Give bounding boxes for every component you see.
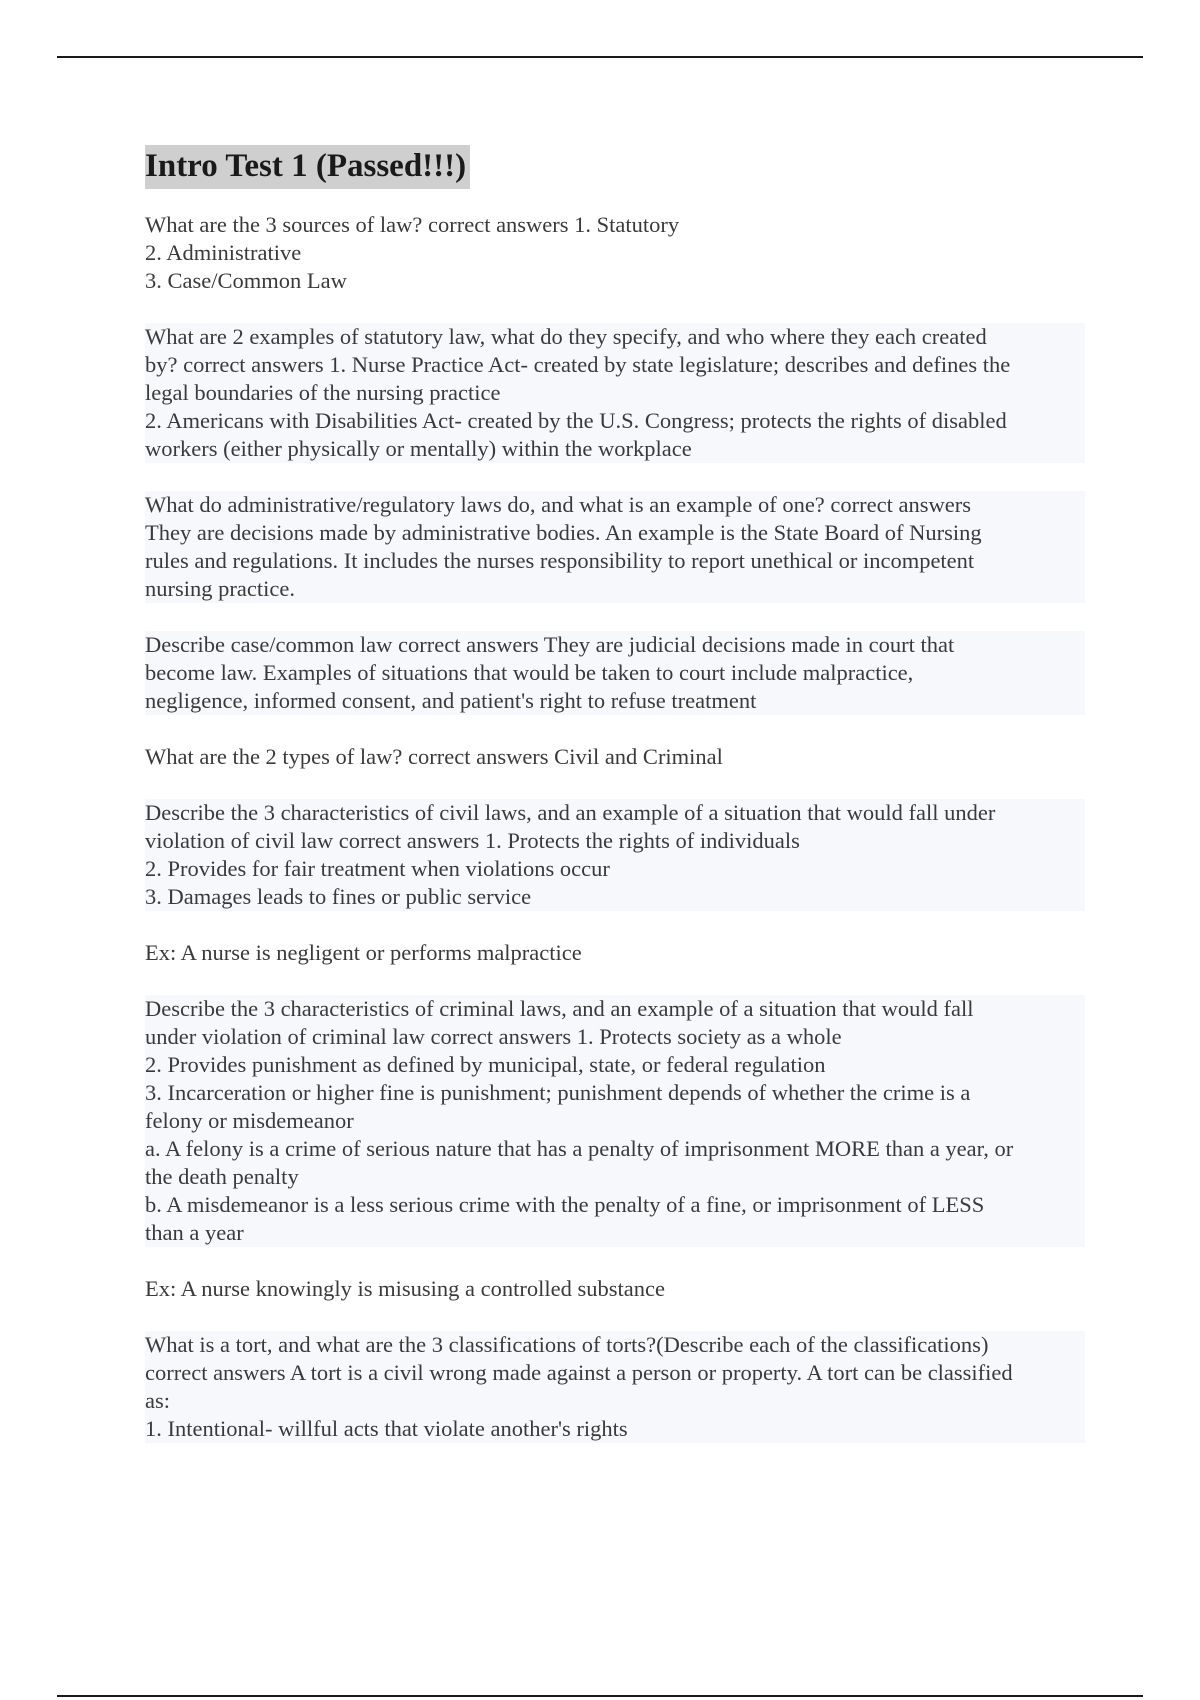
text-line: 2. Administrative [145,240,302,265]
qa-block-statutory-law [145,323,1085,463]
text-line: What is a tort, and what are the 3 classifications of torts?(Describe each of the classifications) [145,1332,989,1357]
text-line: What are the 2 types of law? correct answers Civil and Criminal [145,744,723,769]
text-line: nursing practice. [145,576,295,601]
text-line: by? correct answers 1. Nurse Practice Act- created by state legislature; describes and defines the [145,352,1011,377]
qa-block-common-law [145,631,1085,715]
text-line: correct answers A tort is a civil wrong made against a person or property. A tort can be classified [145,1360,1013,1385]
text-line: 2. Provides for fair treatment when violations occur [145,856,610,881]
qa-block-civil-law [145,799,1085,911]
text-line: the death penalty [145,1164,299,1189]
text-line: 2. Provides punishment as defined by municipal, state, or federal regulation [145,1052,826,1077]
text-line: under violation of criminal law correct answers 1. Protects society as a whole [145,1024,842,1049]
text-line: 3. Case/Common Law [145,268,347,293]
qa-block-criminal-law [145,995,1085,1247]
qa-block-sources-of-law [145,211,1085,295]
text-line: become law. Examples of situations that would be taken to court include malpractice, [145,660,914,685]
text-line: Describe the 3 characteristics of civil laws, and an example of a situation that would fall under [145,800,996,825]
qa-block-types-of-law [145,743,1085,771]
text-line: Ex: A nurse knowingly is misusing a controlled substance [145,1276,665,1301]
text-line: What are 2 examples of statutory law, what do they specify, and who where they each created [145,324,987,349]
qa-block-civil-example [145,939,1085,967]
text-line: rules and regulations. It includes the nurses responsibility to report unethical or incompetent [145,548,975,573]
document-body [145,145,1085,1443]
text-line: 3. Incarceration or higher fine is punishment; punishment depends of whether the crime is a [145,1080,971,1105]
text-line: b. A misdemeanor is a less serious crime with the penalty of a fine, or imprisonment of LESS [145,1192,985,1217]
bottom-rule [57,1695,1143,1697]
document-title: Intro Test 1 (Passed!!!) [145,145,470,189]
text-line: violation of civil law correct answers 1. Protects the rights of individuals [145,828,800,853]
text-line: legal boundaries of the nursing practice [145,380,501,405]
text-line: workers (either physically or mentally) within the workplace [145,436,692,461]
top-rule [57,56,1143,58]
text-line: than a year [145,1220,244,1245]
text-line: 1. Intentional- willful acts that violate another's rights [145,1416,628,1441]
text-line: What do administrative/regulatory laws do, and what is an example of one? correct answers [145,492,971,517]
text-line: as: [145,1388,170,1413]
text-line: negligence, informed consent, and patient's right to refuse treatment [145,688,757,713]
qa-block-torts [145,1331,1085,1443]
text-line: Ex: A nurse is negligent or performs malpractice [145,940,582,965]
text-line: Describe the 3 characteristics of criminal laws, and an example of a situation that would fall [145,996,974,1021]
qa-block-administrative-law [145,491,1085,603]
qa-block-criminal-example [145,1275,1085,1303]
text-line: a. A felony is a crime of serious nature that has a penalty of imprisonment MORE than a year, or [145,1136,1014,1161]
text-line: felony or misdemeanor [145,1108,354,1133]
text-line: Describe case/common law correct answers They are judicial decisions made in court that [145,632,955,657]
text-line: What are the 3 sources of law? correct answers 1. Statutory [145,212,680,237]
text-line: 2. Americans with Disabilities Act- created by the U.S. Congress; protects the rights of disabled [145,408,1007,433]
text-line: 3. Damages leads to fines or public service [145,884,532,909]
title-wrap [145,145,1085,189]
text-line: They are decisions made by administrative bodies. An example is the State Board of Nursing [145,520,982,545]
